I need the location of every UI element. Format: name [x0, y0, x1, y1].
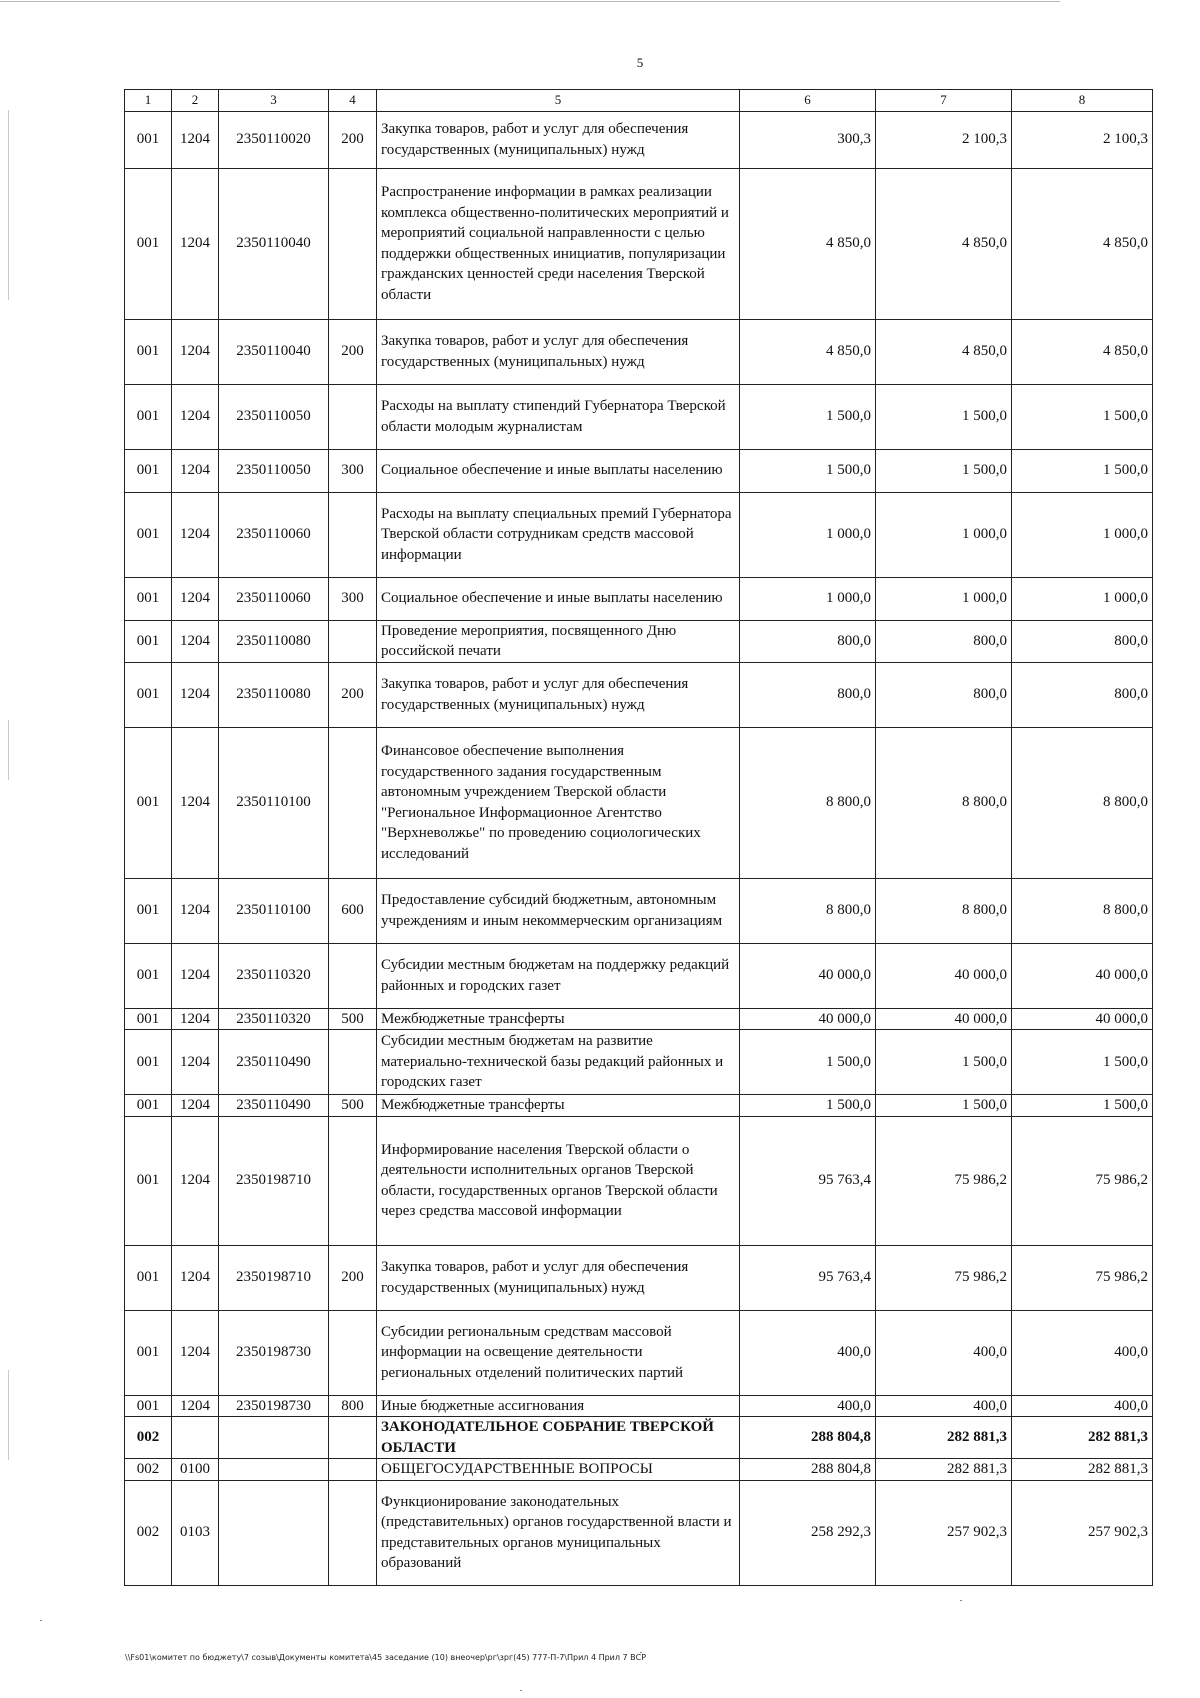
cell-col-3: 2350110080 — [219, 620, 329, 662]
cell-col-7: 40 000,0 — [876, 943, 1012, 1008]
cell-col-3: 2350110100 — [219, 727, 329, 878]
cell-col-4: 800 — [329, 1395, 377, 1417]
cell-col-2: 1204 — [172, 111, 219, 168]
cell-col-5: Финансовое обеспечение выполнения государственного задания государственным автономным учреждением Тверской области "Региональное Информационное Агентство "Верхневолжье" по проведению социологических исследований — [377, 727, 740, 878]
cell-col-4: 500 — [329, 1008, 377, 1030]
cell-col-1: 001 — [125, 727, 172, 878]
table-row — [125, 1459, 1153, 1481]
cell-col-6: 95 763,4 — [740, 1116, 876, 1245]
cell-col-2: 1204 — [172, 1008, 219, 1030]
cell-col-7: 282 881,3 — [876, 1459, 1012, 1481]
cell-col-5: Информирование населения Тверской области о деятельности исполнительных органов Тверской области, государственных органов Тверской области через средства массовой информации — [377, 1116, 740, 1245]
cell-col-5: Субсидии региональным средствам массовой информации на освещение деятельности региональных отделений политических партий — [377, 1310, 740, 1395]
cell-col-8: 1 500,0 — [1012, 1095, 1153, 1117]
table-row — [125, 1310, 1153, 1395]
cell-col-8: 2 100,3 — [1012, 111, 1153, 168]
table-row — [125, 449, 1153, 492]
cell-col-1: 001 — [125, 111, 172, 168]
cell-col-1: 001 — [125, 168, 172, 319]
cell-col-4: 200 — [329, 111, 377, 168]
cell-col-4 — [329, 1310, 377, 1395]
cell-col-7: 257 902,3 — [876, 1480, 1012, 1585]
cell-col-6: 1 500,0 — [740, 1030, 876, 1095]
cell-col-5: Иные бюджетные ассигнования — [377, 1395, 740, 1417]
cell-col-6: 40 000,0 — [740, 1008, 876, 1030]
cell-col-3: 2350110050 — [219, 449, 329, 492]
cell-col-3: 2350110040 — [219, 319, 329, 384]
cell-col-3: 2350110050 — [219, 384, 329, 449]
cell-col-7: 400,0 — [876, 1395, 1012, 1417]
cell-col-1: 001 — [125, 319, 172, 384]
cell-col-4 — [329, 620, 377, 662]
cell-col-1: 001 — [125, 943, 172, 1008]
cell-col-1: 001 — [125, 577, 172, 620]
table-row — [125, 319, 1153, 384]
table-row — [125, 1116, 1153, 1245]
cell-col-3: 2350110060 — [219, 577, 329, 620]
cell-col-2: 1204 — [172, 1395, 219, 1417]
cell-col-5: Межбюджетные трансферты — [377, 1008, 740, 1030]
cell-col-1: 001 — [125, 1245, 172, 1310]
cell-col-2: 1204 — [172, 1310, 219, 1395]
cell-col-4 — [329, 727, 377, 878]
cell-col-4 — [329, 492, 377, 577]
cell-col-5: Закупка товаров, работ и услуг для обеспечения государственных (муниципальных) нужд — [377, 111, 740, 168]
cell-col-8: 800,0 — [1012, 620, 1153, 662]
cell-col-8: 8 800,0 — [1012, 727, 1153, 878]
cell-col-1: 001 — [125, 1030, 172, 1095]
column-header: 8 — [1012, 90, 1153, 112]
cell-col-5: Распространение информации в рамках реализации комплекса общественно-политических мероприятий и мероприятий социальной направленности с целью поддержки общественных инициатив, популяризации гражданских ценностей среди населения Тверской области — [377, 168, 740, 319]
cell-col-2: 1204 — [172, 1095, 219, 1117]
cell-col-7: 8 800,0 — [876, 727, 1012, 878]
scan-margin-mark — [8, 720, 9, 780]
cell-col-1: 002 — [125, 1459, 172, 1481]
cell-col-8: 400,0 — [1012, 1310, 1153, 1395]
cell-col-7: 1 500,0 — [876, 449, 1012, 492]
cell-col-3: 2350110490 — [219, 1095, 329, 1117]
cell-col-5: Расходы на выплату специальных премий Губернатора Тверской области сотрудникам средств массовой информации — [377, 492, 740, 577]
cell-col-2: 0100 — [172, 1459, 219, 1481]
table-row — [125, 111, 1153, 168]
cell-col-3 — [219, 1417, 329, 1459]
cell-col-6: 4 850,0 — [740, 319, 876, 384]
cell-col-7: 1 500,0 — [876, 1030, 1012, 1095]
cell-col-1: 001 — [125, 449, 172, 492]
cell-col-2: 1204 — [172, 943, 219, 1008]
cell-col-2: 1204 — [172, 319, 219, 384]
cell-col-5: Социальное обеспечение и иные выплаты населению — [377, 577, 740, 620]
cell-col-2 — [172, 1417, 219, 1459]
budget-table — [124, 89, 1153, 1586]
cell-col-4 — [329, 1417, 377, 1459]
cell-col-3 — [219, 1480, 329, 1585]
cell-col-5: ЗАКОНОДАТЕЛЬНОЕ СОБРАНИЕ ТВЕРСКОЙ ОБЛАСТИ — [377, 1417, 740, 1459]
cell-col-5: Субсидии местным бюджетам на развитие материально-технической базы редакций районных и городских газет — [377, 1030, 740, 1095]
cell-col-5: Функционирование законодательных (представительных) органов государственной власти и представительных органов муниципальных образований — [377, 1480, 740, 1585]
cell-col-4: 200 — [329, 1245, 377, 1310]
table-row — [125, 1395, 1153, 1417]
cell-col-1: 001 — [125, 1095, 172, 1117]
cell-col-1: 002 — [125, 1480, 172, 1585]
cell-col-6: 4 850,0 — [740, 168, 876, 319]
cell-col-6: 258 292,3 — [740, 1480, 876, 1585]
cell-col-5: Расходы на выплату стипендий Губернатора Тверской области молодым журналистам — [377, 384, 740, 449]
cell-col-6: 1 000,0 — [740, 577, 876, 620]
cell-col-8: 400,0 — [1012, 1395, 1153, 1417]
cell-col-6: 8 800,0 — [740, 878, 876, 943]
cell-col-3: 2350110060 — [219, 492, 329, 577]
cell-col-4: 300 — [329, 449, 377, 492]
cell-col-4 — [329, 943, 377, 1008]
cell-col-7: 1 000,0 — [876, 492, 1012, 577]
cell-col-8: 8 800,0 — [1012, 878, 1153, 943]
table-body — [125, 90, 1153, 1586]
cell-col-2: 1204 — [172, 1116, 219, 1245]
cell-col-7: 4 850,0 — [876, 319, 1012, 384]
table-row — [125, 1245, 1153, 1310]
table-row — [125, 168, 1153, 319]
scan-speck — [520, 1690, 522, 1691]
cell-col-5: Межбюджетные трансферты — [377, 1095, 740, 1117]
cell-col-7: 75 986,2 — [876, 1116, 1012, 1245]
table-row — [125, 577, 1153, 620]
cell-col-4: 600 — [329, 878, 377, 943]
cell-col-2: 1204 — [172, 384, 219, 449]
cell-col-4: 300 — [329, 577, 377, 620]
cell-col-5: Проведение мероприятия, посвященного Дню российской печати — [377, 620, 740, 662]
cell-col-6: 400,0 — [740, 1395, 876, 1417]
cell-col-1: 001 — [125, 878, 172, 943]
cell-col-6: 300,3 — [740, 111, 876, 168]
column-header: 4 — [329, 90, 377, 112]
table-row — [125, 1480, 1153, 1585]
cell-col-4 — [329, 1030, 377, 1095]
cell-col-5: Закупка товаров, работ и услуг для обеспечения государственных (муниципальных) нужд — [377, 662, 740, 727]
cell-col-4: 500 — [329, 1095, 377, 1117]
cell-col-8: 4 850,0 — [1012, 168, 1153, 319]
table-row — [125, 1095, 1153, 1117]
column-header: 3 — [219, 90, 329, 112]
cell-col-4 — [329, 1480, 377, 1585]
cell-col-2: 1204 — [172, 492, 219, 577]
cell-col-4 — [329, 1116, 377, 1245]
cell-col-6: 288 804,8 — [740, 1459, 876, 1481]
page-number: 5 — [636, 55, 644, 70]
cell-col-1: 002 — [125, 1417, 172, 1459]
cell-col-3: 2350198730 — [219, 1310, 329, 1395]
cell-col-4 — [329, 1459, 377, 1481]
cell-col-3: 2350198730 — [219, 1395, 329, 1417]
cell-col-2: 1204 — [172, 727, 219, 878]
column-header: 6 — [740, 90, 876, 112]
cell-col-8: 282 881,3 — [1012, 1417, 1153, 1459]
cell-col-8: 800,0 — [1012, 662, 1153, 727]
column-header: 5 — [377, 90, 740, 112]
table-row — [125, 1417, 1153, 1459]
cell-col-2: 1204 — [172, 1245, 219, 1310]
column-header: 7 — [876, 90, 1012, 112]
scan-margin-mark — [8, 110, 9, 300]
cell-col-6: 8 800,0 — [740, 727, 876, 878]
cell-col-5: Закупка товаров, работ и услуг для обеспечения государственных (муниципальных) нужд — [377, 319, 740, 384]
table-row — [125, 727, 1153, 878]
scan-speck — [640, 1652, 642, 1653]
cell-col-1: 001 — [125, 662, 172, 727]
scan-speck — [960, 1600, 962, 1601]
cell-col-8: 40 000,0 — [1012, 943, 1153, 1008]
cell-col-8: 1 000,0 — [1012, 492, 1153, 577]
cell-col-1: 001 — [125, 1310, 172, 1395]
cell-col-7: 1 500,0 — [876, 384, 1012, 449]
file-path-footer: \\Fs01\комитет по бюджету\7 созыв\Документы комитета\45 заседание (10) внеочер\рг\зрг(45) 777-П-7\Прил 4 Прил 7 ВСР — [125, 1653, 647, 1662]
cell-col-7: 400,0 — [876, 1310, 1012, 1395]
table-row — [125, 878, 1153, 943]
cell-col-8: 282 881,3 — [1012, 1459, 1153, 1481]
cell-col-8: 40 000,0 — [1012, 1008, 1153, 1030]
cell-col-8: 75 986,2 — [1012, 1245, 1153, 1310]
cell-col-6: 800,0 — [740, 620, 876, 662]
cell-col-1: 001 — [125, 1008, 172, 1030]
cell-col-4: 200 — [329, 319, 377, 384]
scan-top-edge — [0, 1, 1060, 2]
cell-col-8: 4 850,0 — [1012, 319, 1153, 384]
cell-col-4: 200 — [329, 662, 377, 727]
cell-col-4 — [329, 168, 377, 319]
table-row — [125, 1030, 1153, 1095]
table-row — [125, 1008, 1153, 1030]
cell-col-3: 2350110320 — [219, 943, 329, 1008]
cell-col-3: 2350110490 — [219, 1030, 329, 1095]
cell-col-7: 282 881,3 — [876, 1417, 1012, 1459]
cell-col-2: 0103 — [172, 1480, 219, 1585]
cell-col-1: 001 — [125, 620, 172, 662]
cell-col-7: 800,0 — [876, 620, 1012, 662]
cell-col-6: 1 500,0 — [740, 384, 876, 449]
cell-col-7: 4 850,0 — [876, 168, 1012, 319]
cell-col-6: 1 000,0 — [740, 492, 876, 577]
cell-col-6: 400,0 — [740, 1310, 876, 1395]
cell-col-3: 2350110040 — [219, 168, 329, 319]
cell-col-7: 40 000,0 — [876, 1008, 1012, 1030]
cell-col-1: 001 — [125, 384, 172, 449]
cell-col-2: 1204 — [172, 449, 219, 492]
cell-col-1: 001 — [125, 1395, 172, 1417]
cell-col-3 — [219, 1459, 329, 1481]
cell-col-3: 2350110320 — [219, 1008, 329, 1030]
cell-col-5: ОБЩЕГОСУДАРСТВЕННЫЕ ВОПРОСЫ — [377, 1459, 740, 1481]
cell-col-1: 001 — [125, 1116, 172, 1245]
column-header: 2 — [172, 90, 219, 112]
cell-col-7: 8 800,0 — [876, 878, 1012, 943]
cell-col-8: 1 500,0 — [1012, 449, 1153, 492]
cell-col-3: 2350198710 — [219, 1116, 329, 1245]
column-header: 1 — [125, 90, 172, 112]
cell-col-2: 1204 — [172, 168, 219, 319]
cell-col-1: 001 — [125, 492, 172, 577]
cell-col-7: 800,0 — [876, 662, 1012, 727]
scan-speck — [40, 1620, 42, 1621]
cell-col-6: 40 000,0 — [740, 943, 876, 1008]
cell-col-2: 1204 — [172, 620, 219, 662]
cell-col-8: 1 000,0 — [1012, 577, 1153, 620]
header-row — [125, 90, 1153, 112]
cell-col-6: 95 763,4 — [740, 1245, 876, 1310]
table-row — [125, 662, 1153, 727]
cell-col-5: Закупка товаров, работ и услуг для обеспечения государственных (муниципальных) нужд — [377, 1245, 740, 1310]
cell-col-7: 75 986,2 — [876, 1245, 1012, 1310]
scan-margin-mark — [8, 1370, 9, 1460]
cell-col-5: Социальное обеспечение и иные выплаты населению — [377, 449, 740, 492]
cell-col-4 — [329, 384, 377, 449]
cell-col-3: 2350110020 — [219, 111, 329, 168]
table-row — [125, 384, 1153, 449]
cell-col-7: 2 100,3 — [876, 111, 1012, 168]
cell-col-8: 257 902,3 — [1012, 1480, 1153, 1585]
cell-col-6: 288 804,8 — [740, 1417, 876, 1459]
cell-col-6: 1 500,0 — [740, 1095, 876, 1117]
table-row — [125, 620, 1153, 662]
cell-col-2: 1204 — [172, 878, 219, 943]
table-row — [125, 492, 1153, 577]
cell-col-3: 2350198710 — [219, 1245, 329, 1310]
cell-col-6: 1 500,0 — [740, 449, 876, 492]
cell-col-7: 1 000,0 — [876, 577, 1012, 620]
cell-col-3: 2350110080 — [219, 662, 329, 727]
cell-col-7: 1 500,0 — [876, 1095, 1012, 1117]
table-row — [125, 943, 1153, 1008]
cell-col-5: Субсидии местным бюджетам на поддержку редакций районных и городских газет — [377, 943, 740, 1008]
cell-col-8: 75 986,2 — [1012, 1116, 1153, 1245]
cell-col-5: Предоставление субсидий бюджетным, автономным учреждениям и иным некоммерческим организациям — [377, 878, 740, 943]
cell-col-6: 800,0 — [740, 662, 876, 727]
cell-col-8: 1 500,0 — [1012, 1030, 1153, 1095]
cell-col-2: 1204 — [172, 662, 219, 727]
cell-col-2: 1204 — [172, 1030, 219, 1095]
cell-col-2: 1204 — [172, 577, 219, 620]
cell-col-3: 2350110100 — [219, 878, 329, 943]
cell-col-8: 1 500,0 — [1012, 384, 1153, 449]
